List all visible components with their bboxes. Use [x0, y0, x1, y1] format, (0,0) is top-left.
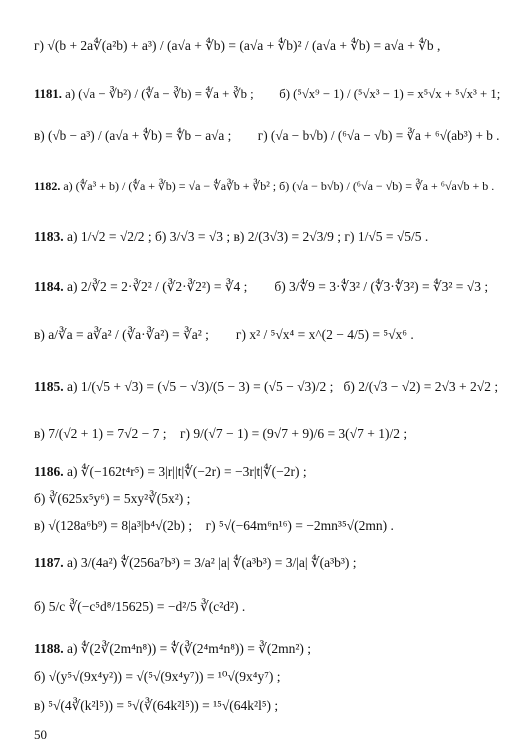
answer-line: 1186. а) ∜(−162t⁴r⁵) = 3|r||t|∜(−2r) = −3r|t|∜(−2r) ;	[34, 464, 307, 479]
answer-line: г) √(b + 2a∜(a²b) + a³) / (a√a + ∜b) = (a√a + ∜b)² / (a√a + ∜b) = a√a + ∜b ,	[34, 38, 441, 53]
answer-line: в) √(128a⁶b⁹) = 8|a³|b⁴√(2b) ; г) ⁵√(−64m⁶n¹⁶) = −2mn³⁵√(2mn) .	[34, 518, 394, 533]
page-number: 50	[34, 727, 47, 742]
answer-line: 1183. а) 1/√2 = √2/2 ; б) 3/√3 = √3 ; в) 2/(3√3) = 2√3/9 ; г) 1/√5 = √5/5 .	[34, 229, 429, 244]
answer-line: в) 7/(√2 + 1) = 7√2 − 7 ; г) 9/(√7 − 1) = (9√7 + 9)/6 = 3(√7 + 1)/2 ;	[34, 426, 408, 441]
answer-line: б) √(y⁵√(9x⁴y²)) = √(⁵√(9x⁴y⁷)) = ¹⁰√(9x⁴y⁷) ;	[34, 669, 281, 684]
answer-line: 1184. а) 2/∛2 = 2·∛2² / (∛2·∛2²) = ∛4 ; б) 3/∜9 = 3·∜3² / (∜3·∜3²) = ∜3² = √3 ;	[34, 279, 489, 294]
answer-line: б) ∛(625x⁵y⁶) = 5xy²∛(5x²) ;	[34, 491, 191, 506]
answer-line: 1181. а) (√a − ∛b²) / (∜a − ∛b) = ∜a + ∛b ; б) (⁵√x⁹ − 1) / (⁵√x³ − 1) = x⁵√x + ⁵√x³ + 1;	[34, 87, 501, 101]
answer-line: в) (√b − a³) / (a√a + ∜b) = ∜b − a√a ; г) (√a − b√b) / (⁶√a − √b) = ∛a + ⁶√(ab³) + b .	[34, 128, 500, 143]
answer-line: 1187. а) 3/(4a²) ∜(256a⁷b³) = 3/a² |a| ∜(a³b³) = 3/|a| ∜(a³b³) ;	[34, 555, 357, 570]
answer-line: в) ⁵√(4∛(k²l⁵)) = ⁵√(∛(64k²l⁵)) = ¹⁵√(64k²l⁵) ;	[34, 698, 279, 713]
answer-line: 1188. а) ∜(2∛(2m⁴n⁸)) = ∜(∛(2⁴m⁴n⁸)) = ∛(2mn²) ;	[34, 641, 312, 656]
answer-line: 1185. а) 1/(√5 + √3) = (√5 − √3)/(5 − 3) = (√5 − √3)/2 ; б) 2/(√3 − √2) = 2√3 + 2√2 ;	[34, 379, 499, 394]
answer-line: б) 5/c ∛(−c⁵d⁸/15625) = −d²/5 ∛(c²d²) .	[34, 599, 246, 614]
answer-line: в) a/∛a = a∛a² / (∛a·∛a²) = ∛a² ; г) x² / ⁵√x⁴ = x^(2 − 4/5) = ⁵√x⁶ .	[34, 327, 414, 342]
answer-line: 1182. а) (∜a³ + b) / (∜a + ∛b) = √a − ∜a∛b + ∛b² ; б) (√a − b√b) / (⁶√a − √b) = ∛a + ⁶√a√b + b .	[34, 179, 495, 193]
